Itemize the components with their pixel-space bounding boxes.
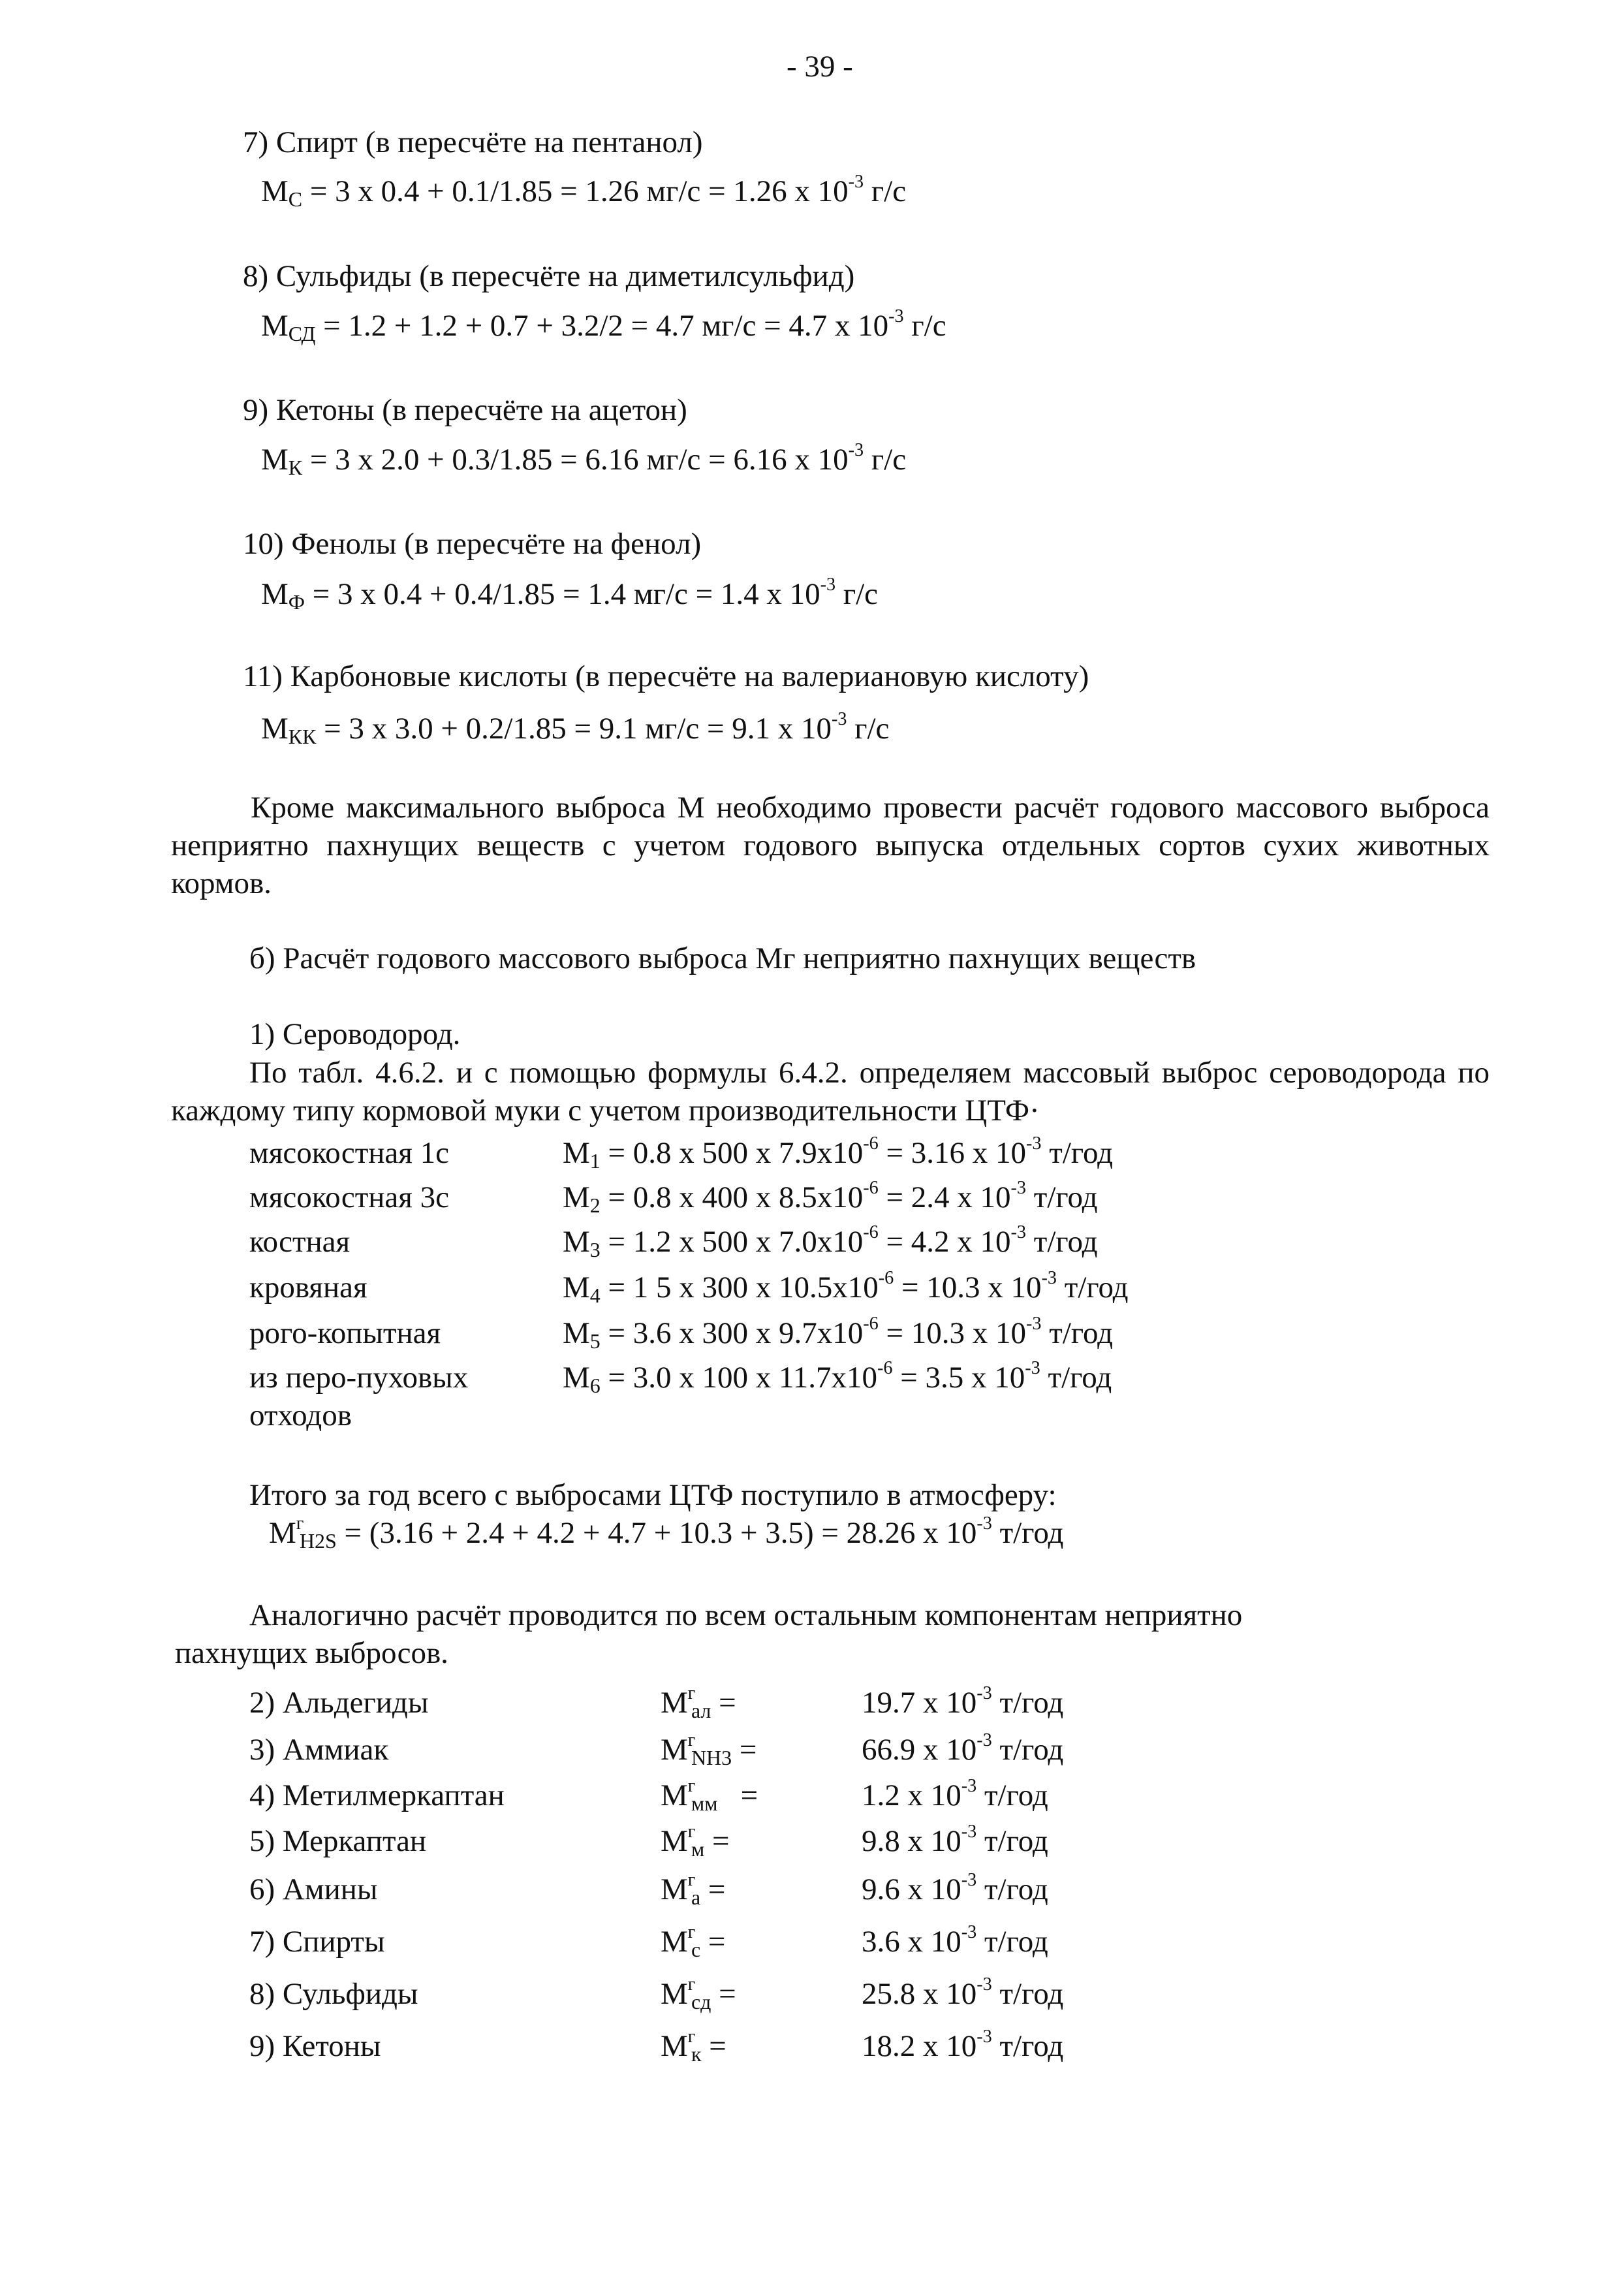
component-name: 3) Аммиак — [249, 1733, 389, 1767]
h2s-row-name-cont: отходов — [249, 1398, 352, 1432]
formula-ketones — [261, 441, 906, 478]
total-text: Итого за год всего с выбросами ЦТФ поступило в атмосферу: — [249, 1478, 1057, 1512]
formula-exponent: -3 — [848, 171, 864, 192]
formula-unit: т/год — [992, 1686, 1064, 1720]
formula-unit: т/год — [976, 1824, 1048, 1858]
formula-expression: = 1.2 + 1.2 + 0.7 + 3.2/2 = 4.7 мг/с = 4.7 х 10 — [315, 309, 889, 343]
page-number: - 39 - — [787, 50, 853, 84]
formula-subscript: сд — [691, 1990, 711, 2013]
h2s-row-name: костная — [249, 1225, 351, 1259]
formula-unit: т/год — [1026, 1180, 1098, 1214]
formula-alcohol — [261, 173, 906, 210]
formula-phenols — [261, 576, 878, 612]
formula-subscript: м — [691, 1837, 705, 1861]
h2s-row-name: кровяная — [249, 1271, 367, 1304]
formula-superscript: г — [296, 1513, 304, 1534]
component-symbol: $M^г_к$ = — [661, 2026, 726, 2066]
formula-unit: г/с — [847, 712, 890, 746]
paragraph-intro: Кроме максимального выброса М необходимо провести расчёт годового массового выброса неприятно пахнущих веществ с учетом годового выпуска отдельных сортов сухих животных кормов. — [171, 791, 1490, 900]
formula-expression: = 0.8 х 500 х 7.9х10 — [600, 1136, 864, 1170]
h2s-row-formula — [563, 1179, 1098, 1216]
formula-superscript: г — [687, 1921, 696, 1942]
heading-sulfides: 8) Сульфиды (в пересчёте на диметилсульфид) — [243, 259, 855, 293]
total-formula — [269, 1515, 1063, 1551]
component-symbol: $M^г_{сд}$ = — [661, 1974, 736, 2013]
formula-value: 3.6 х 10 — [862, 1925, 961, 1959]
formula-eq: = — [717, 1778, 758, 1812]
formula-subscript: H2S — [299, 1529, 337, 1553]
formula-subscript: ал — [691, 1699, 711, 1722]
formula-expression: = 3 х 0.4 + 0.4/1.85 = 1.4 мг/с = 1.4 х 10 — [305, 577, 820, 611]
component-value — [862, 1731, 1063, 1768]
formula-exponent: -3 — [1010, 1177, 1027, 1198]
formula-exponent: -3 — [1010, 1222, 1027, 1242]
formula-expression: = 3 х 2.0 + 0.3/1.85 = 6.16 мг/с = 6.16 х 10 — [302, 443, 849, 477]
formula-exponent: -3 — [976, 1974, 992, 1995]
formula-subscript: мм — [691, 1792, 718, 1815]
formula-expression: = 1 5 х 300 х 10.5х10 — [600, 1271, 879, 1304]
formula-unit: г/с — [864, 443, 907, 477]
section-b-title: б) Расчёт годового массового выброса Мг неприятно пахнущих веществ — [249, 941, 1196, 975]
formula-eq: = — [704, 1824, 730, 1858]
formula-superscript: г — [687, 2026, 696, 2047]
heading-phenols: 10) Фенолы (в пересчёте на фенол) — [243, 527, 702, 561]
formula-sulfides — [261, 308, 946, 344]
formula-value: 19.7 х 10 — [862, 1686, 977, 1720]
component-name: 9) Кетоны — [249, 2029, 381, 2063]
h2s-row-formula — [563, 1135, 1113, 1171]
formula-symbol: M — [563, 1316, 590, 1350]
formula-unit: т/год — [976, 1778, 1048, 1812]
component-name: 6) Амины — [249, 1872, 378, 1906]
formula-unit: т/год — [1057, 1271, 1129, 1304]
formula-eq: = — [732, 1733, 757, 1767]
formula-unit: г/с — [864, 174, 907, 208]
formula-superscript: г — [687, 1729, 696, 1750]
formula-eq: = — [700, 1925, 726, 1959]
h2s-row-name: мясокостная 3с — [249, 1180, 449, 1214]
formula-unit: т/год — [992, 2029, 1064, 2063]
formula-unit: т/год — [1041, 1136, 1114, 1170]
formula-value: 25.8 х 10 — [862, 1977, 977, 2011]
component-symbol: $M^г_{NH3}$ = — [661, 1729, 757, 1769]
heading-ketones: 9) Кетоны (в пересчёте на ацетон) — [243, 393, 687, 427]
formula-expression: = (3.16 + 2.4 + 4.2 + 4.7 + 10.3 + 3.5) = 28.26 х 10 — [336, 1516, 977, 1550]
formula-exponent: -3 — [820, 574, 836, 595]
formula-exponent: -3 — [961, 1775, 977, 1796]
formula-exponent: -3 — [976, 2026, 992, 2047]
component-value — [862, 1871, 1048, 1908]
analog-paragraph-line1: Аналогично расчёт проводится по всем остальным компонентам неприятно — [249, 1598, 1243, 1632]
formula-symbol: M — [261, 174, 289, 208]
formula-subscript: С — [288, 187, 303, 211]
formula-subscript: Ф — [288, 590, 305, 614]
analog-paragraph-line2: пахнущих выбросов. — [175, 1636, 448, 1670]
formula-subscript: 6 — [589, 1374, 601, 1397]
formula-exponent: -3 — [1025, 1357, 1040, 1378]
formula-result: = 3.16 х 10 — [878, 1136, 1027, 1170]
formula-value: 18.2 х 10 — [862, 2029, 977, 2063]
component-name: 2) Альдегиды — [249, 1686, 429, 1720]
formula-symbol: M — [269, 1516, 296, 1550]
formula-symbol: M — [261, 443, 289, 477]
formula-eq: = — [711, 1977, 736, 2011]
formula-eq: = — [711, 1686, 736, 1720]
h2s-paragraph: По табл. 4.6.2. и с помощью формулы 6.4.2. определяем массовый выброс сероводорода по каждому типу кормовой муки с учетом производительности ЦТФ· — [171, 1056, 1490, 1128]
formula-exponent: -3 — [976, 1682, 992, 1703]
formula-result: = 10.3 х 10 — [894, 1271, 1042, 1304]
formula-unit: т/год — [1040, 1361, 1112, 1395]
component-symbol: $M^г_м$ = — [661, 1821, 730, 1861]
formula-exponent: -3 — [1026, 1313, 1042, 1334]
formula-symbol: M — [563, 1361, 590, 1395]
h2s-row-formula — [563, 1359, 1112, 1396]
formula-superscript: г — [687, 1974, 696, 1995]
formula-result: = 4.2 х 10 — [878, 1225, 1011, 1259]
formula-result: = 3.5 х 10 — [892, 1361, 1025, 1395]
formula-superscript: г — [687, 1821, 696, 1842]
formula-subscript: К — [288, 456, 303, 479]
formula-exponent: -6 — [877, 1357, 893, 1378]
formula-symbol: M — [261, 309, 289, 343]
component-value — [862, 1923, 1048, 1960]
formula-subscript: а — [691, 1886, 701, 1909]
formula-subscript: СД — [288, 322, 316, 345]
formula-result: = 10.3 х 10 — [878, 1316, 1027, 1350]
formula-exponent: -3 — [976, 1513, 992, 1534]
formula-value: 9.8 х 10 — [862, 1824, 961, 1858]
formula-subscript: 4 — [589, 1284, 601, 1307]
heading-alcohol: 7) Спирт (в пересчёте на пентанол) — [243, 125, 703, 159]
formula-superscript: г — [687, 1682, 696, 1703]
component-symbol: $M^г_{ал}$ = — [661, 1682, 736, 1722]
formula-value: 1.2 х 10 — [862, 1778, 961, 1812]
h2s-row-name: из перо-пуховых — [249, 1361, 469, 1395]
formula-symbol: M — [563, 1225, 590, 1259]
formula-symbol: M — [563, 1180, 590, 1214]
h2s-row-formula — [563, 1315, 1113, 1351]
component-value — [862, 1976, 1063, 2012]
formula-exponent: -3 — [961, 1921, 977, 1942]
formula-superscript: г — [687, 1869, 696, 1890]
formula-exponent: -6 — [863, 1133, 879, 1154]
component-name: 7) Спирты — [249, 1925, 385, 1959]
component-name: 5) Меркаптан — [249, 1824, 427, 1858]
h2s-row-formula — [563, 1224, 1098, 1260]
formula-eq: = — [700, 1872, 726, 1906]
formula-value: 66.9 х 10 — [862, 1733, 977, 1767]
formula-unit: т/год — [976, 1872, 1048, 1906]
component-symbol: $M^г_а$ = — [661, 1869, 726, 1909]
formula-exponent: -3 — [976, 1729, 992, 1750]
formula-expression: = 3 х 3.0 + 0.2/1.85 = 9.1 мг/с = 9.1 х 10 — [316, 712, 832, 746]
formula-symbol: M — [261, 577, 289, 611]
heading-carboxylic: 11) Карбоновые кислоты (в пересчёте на валериановую кислоту) — [243, 659, 1089, 693]
component-value — [862, 1684, 1063, 1721]
formula-exponent: -3 — [961, 1869, 977, 1890]
formula-exponent: -6 — [878, 1267, 894, 1288]
formula-superscript: г — [687, 1775, 696, 1796]
formula-expression: = 1.2 х 500 х 7.0х10 — [600, 1225, 864, 1259]
formula-exponent: -3 — [831, 708, 847, 729]
component-value — [862, 2028, 1063, 2064]
formula-expression: = 3.0 х 100 х 11.7х10 — [600, 1361, 878, 1395]
formula-unit: г/с — [903, 309, 946, 343]
component-symbol: $M^г_{мм}$ = — [661, 1775, 758, 1815]
formula-subscript: 1 — [589, 1149, 601, 1173]
formula-value: 9.6 х 10 — [862, 1872, 961, 1906]
formula-unit: т/год — [992, 1977, 1064, 2011]
h2s-title: 1) Сероводород. — [249, 1017, 461, 1051]
h2s-row-name: рого-копытная — [249, 1316, 441, 1350]
formula-subscript: 2 — [589, 1193, 601, 1217]
formula-exponent: -6 — [863, 1177, 879, 1198]
formula-exponent: -6 — [863, 1222, 879, 1242]
formula-symbol: M — [261, 712, 289, 746]
formula-exponent: -3 — [1041, 1267, 1057, 1288]
h2s-row-formula — [563, 1269, 1129, 1306]
component-symbol: $M^г_с$ = — [661, 1921, 726, 1961]
component-value — [862, 1777, 1048, 1814]
formula-expression: = 3 х 0.4 + 0.1/1.85 = 1.26 мг/с = 1.26 х 10 — [302, 174, 849, 208]
formula-subscript: к — [691, 2042, 702, 2066]
formula-subscript: КК — [288, 725, 317, 748]
formula-unit: г/с — [835, 577, 879, 611]
formula-subscript: NH3 — [691, 1746, 732, 1769]
formula-exponent: -3 — [1026, 1133, 1042, 1154]
formula-symbol: M — [563, 1271, 590, 1304]
h2s-row-name: мясокостная 1с — [249, 1136, 449, 1170]
component-value — [862, 1823, 1048, 1859]
formula-unit: т/год — [1041, 1316, 1114, 1350]
formula-exponent: -3 — [888, 306, 904, 326]
formula-subscript: 5 — [589, 1329, 601, 1353]
formula-symbol: M — [563, 1136, 590, 1170]
formula-carboxylic — [261, 710, 889, 747]
component-name: 8) Сульфиды — [249, 1977, 418, 2011]
formula-unit: т/год — [976, 1925, 1048, 1959]
formula-unit: т/год — [992, 1733, 1064, 1767]
formula-subscript: 3 — [589, 1238, 601, 1261]
component-name: 4) Метилмеркаптан — [249, 1778, 505, 1812]
formula-exponent: -3 — [848, 439, 864, 460]
formula-exponent: -3 — [961, 1821, 977, 1842]
formula-expression: = 3.6 х 300 х 9.7х10 — [600, 1316, 864, 1350]
formula-eq: = — [701, 2029, 726, 2063]
formula-result: = 2.4 х 10 — [878, 1180, 1011, 1214]
formula-subscript: с — [691, 1938, 701, 1961]
formula-unit: т/год — [992, 1516, 1064, 1550]
formula-expression: = 0.8 х 400 х 8.5х10 — [600, 1180, 864, 1214]
formula-unit: т/год — [1026, 1225, 1098, 1259]
formula-exponent: -6 — [863, 1313, 879, 1334]
